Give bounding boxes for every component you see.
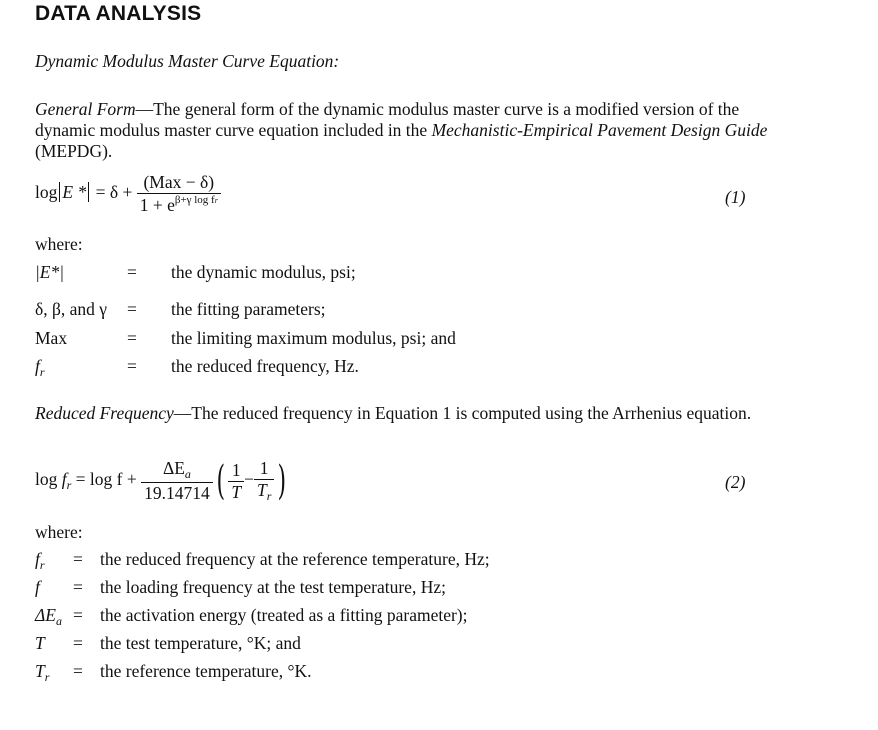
eq2-inner-fraction-2: $\frac{1}{T_r}$ [254,458,274,504]
definition-description: the loading frequency at the test temperature, Hz; [100,577,446,597]
eq1-mid: = δ + [95,182,133,203]
eq1-estar: E * [62,182,87,203]
definition-symbol: f [35,577,40,597]
page-heading: DATA ANALYSIS [35,2,202,25]
general-form-text-end: (MEPDG). [35,141,113,161]
definition-symbol: |E*| [35,262,65,282]
eq1-denominator: $1 + e^{\beta+\gamma log fr}$ [137,193,221,216]
definition-equals: = [73,661,83,681]
definition-symbol: T [35,633,45,653]
where-label-2: where: [35,522,83,542]
definition-symbol: δ, β, and γ [35,299,108,319]
definition-symbol: $\Delta E_a$ [35,605,62,628]
eq2-mid: = log f + [75,469,137,490]
general-form-lead: General Form [35,99,136,119]
definition-symbol: $T_r$ [35,661,50,684]
eq1-log: log [35,182,58,203]
where-label-1: where: [35,234,83,254]
definition-equals: = [73,605,83,625]
definition-symbol: $f_r$ [35,356,45,379]
eq1-fraction [137,172,221,216]
equation-1 [35,172,221,216]
definition-symbol: Max [35,328,68,348]
definition-equals: = [127,262,137,282]
general-form-paragraph [35,99,795,162]
equation-2-number: (2) [725,472,746,492]
reduced-frequency-paragraph: Reduced Frequency—The reduced frequency in Equation 1 is computed using the Arrhenius equation. [35,403,752,423]
definition-description: the reduced frequency, Hz. [171,356,359,376]
mepdg-title: Mechanistic-Empirical Pavement Design Guide [431,120,768,140]
definition-equals: = [127,328,137,348]
reduced-frequency-text: The reduced frequency in Equation 1 is computed using the Arrhenius equation. [191,403,752,423]
definition-symbol: $f_r$ [35,549,45,572]
equation-1-number: (1) [725,187,746,207]
definition-equals: = [73,549,83,569]
definition-equals: = [127,299,137,319]
eq1-numerator: (Max − δ) [143,172,215,192]
reduced-frequency-lead: Reduced Frequency [35,403,174,423]
definition-equals: = [73,577,83,597]
definition-description: the dynamic modulus, psi; [171,262,356,282]
definition-description: the test temperature, °K; and [100,633,301,653]
definition-description: the reduced frequency at the reference temperature, Hz; [100,549,490,569]
definition-description: the reference temperature, °K. [100,661,312,681]
eq2-inner-fraction-1: $\frac{1}{T}$ [228,460,244,503]
general-form-text: The general form of the dynamic modulus master curve is a modified version of the dynamic modulus master curve equation included in the [35,99,740,140]
eq2-fraction: $\frac{\Delta E_a}{19.14714}$ [141,458,213,504]
definition-equals: = [127,356,137,376]
equation-2: $\log f_r = \log f$ + $\frac{\Delta E_a}{19.14714}$ ( $\frac{1}{T}$ − $\frac{1}{T_r}$ ) [35,458,287,504]
definition-description: the activation energy (treated as a fitting parameter); [100,605,468,625]
em-dash: — [135,99,154,119]
definition-equals: = [73,633,83,653]
section-title: Dynamic Modulus Master Curve Equation: [35,51,340,71]
definition-description: the limiting maximum modulus, psi; and [171,328,456,348]
definition-description: the fitting parameters; [171,299,326,319]
